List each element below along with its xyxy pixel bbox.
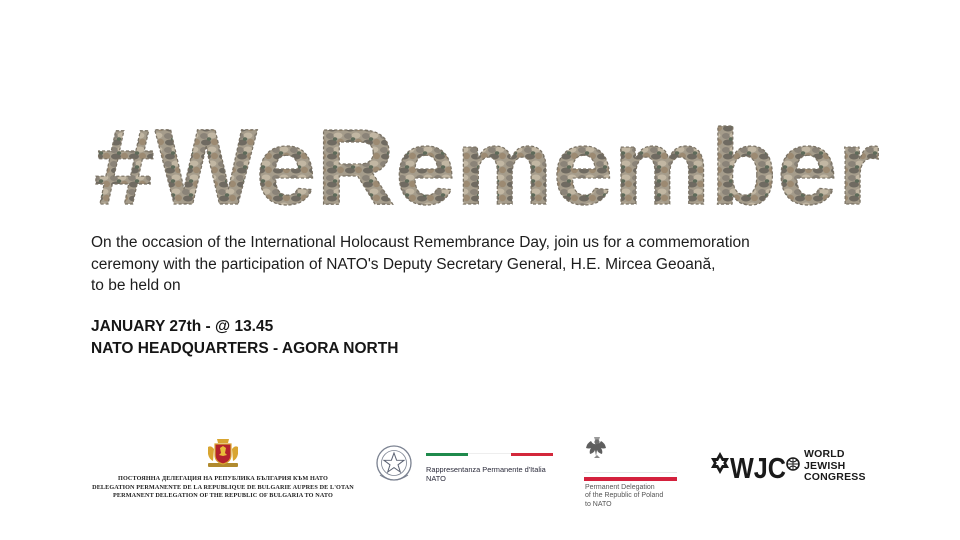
italian-flag-stripe xyxy=(426,453,553,456)
wjc-monogram-text: WJC xyxy=(730,453,787,485)
italy-delegation-logo xyxy=(374,443,564,493)
hashtag-text: #WeRemember xyxy=(94,118,880,218)
polish-flag-stripe xyxy=(584,472,677,480)
wjc-line-2: JEWISH xyxy=(804,459,846,472)
event-details xyxy=(91,316,398,359)
bulgarian-coat-of-arms-icon xyxy=(205,435,241,471)
poland-line-1: Permanent Delegation xyxy=(585,484,655,491)
bulgaria-line-fr: DELEGATION PERMANENTE DE LA REPUBLIQUE DE BULGARIE AUPRES DE L'OTAN xyxy=(92,483,354,491)
italy-delegation-name xyxy=(426,465,546,483)
italy-line-2: NATO xyxy=(426,474,446,483)
poland-line-3: to NATO xyxy=(585,500,612,508)
bulgaria-line-en: PERMANENT DELEGATION OF THE REPUBLIC OF BULGARIA TO NATO xyxy=(113,492,333,500)
wjc-line-3: CONGRESS xyxy=(804,471,866,483)
wjc-monogram xyxy=(708,449,800,485)
event-location: NATO HEADQUARTERS - AGORA NORTH xyxy=(91,339,399,357)
star-of-david-icon xyxy=(711,452,729,474)
wjc-line-1: WORLD xyxy=(804,448,845,460)
poland-delegation-logo xyxy=(584,434,684,510)
invitation-line: to be held on xyxy=(91,277,181,294)
weremember-hashtag xyxy=(92,118,882,218)
poland-delegation-name xyxy=(585,484,663,509)
invitation-line: On the occasion of the International Holocaust Remembrance Day, join us for a commemoration xyxy=(91,234,750,251)
bulgaria-line-bg: ПОСТОЯННА ДЕЛЕГАЦИЯ НА РЕПУБЛИКА БЪЛГАРИЯ КЪМ НАТО xyxy=(118,475,328,482)
polish-white-eagle-icon xyxy=(584,434,610,462)
event-date-time: JANUARY 27th - @ 13.45 xyxy=(91,318,274,335)
poland-line-2: of the Republic of Poland xyxy=(585,492,664,500)
italian-republic-emblem-icon xyxy=(374,443,414,487)
partner-logos xyxy=(0,425,960,515)
invitation-line: ceremony with the participation of NATO's Deputy Secretary General, H.E. Mircea Geoană, xyxy=(91,255,716,273)
bulgaria-delegation-logo xyxy=(88,435,358,501)
wjc-name xyxy=(804,449,866,484)
italy-line-1: Rappresentanza Permanente d'Italia xyxy=(426,465,546,474)
invitation-text xyxy=(91,232,851,297)
world-jewish-congress-logo xyxy=(708,449,878,489)
